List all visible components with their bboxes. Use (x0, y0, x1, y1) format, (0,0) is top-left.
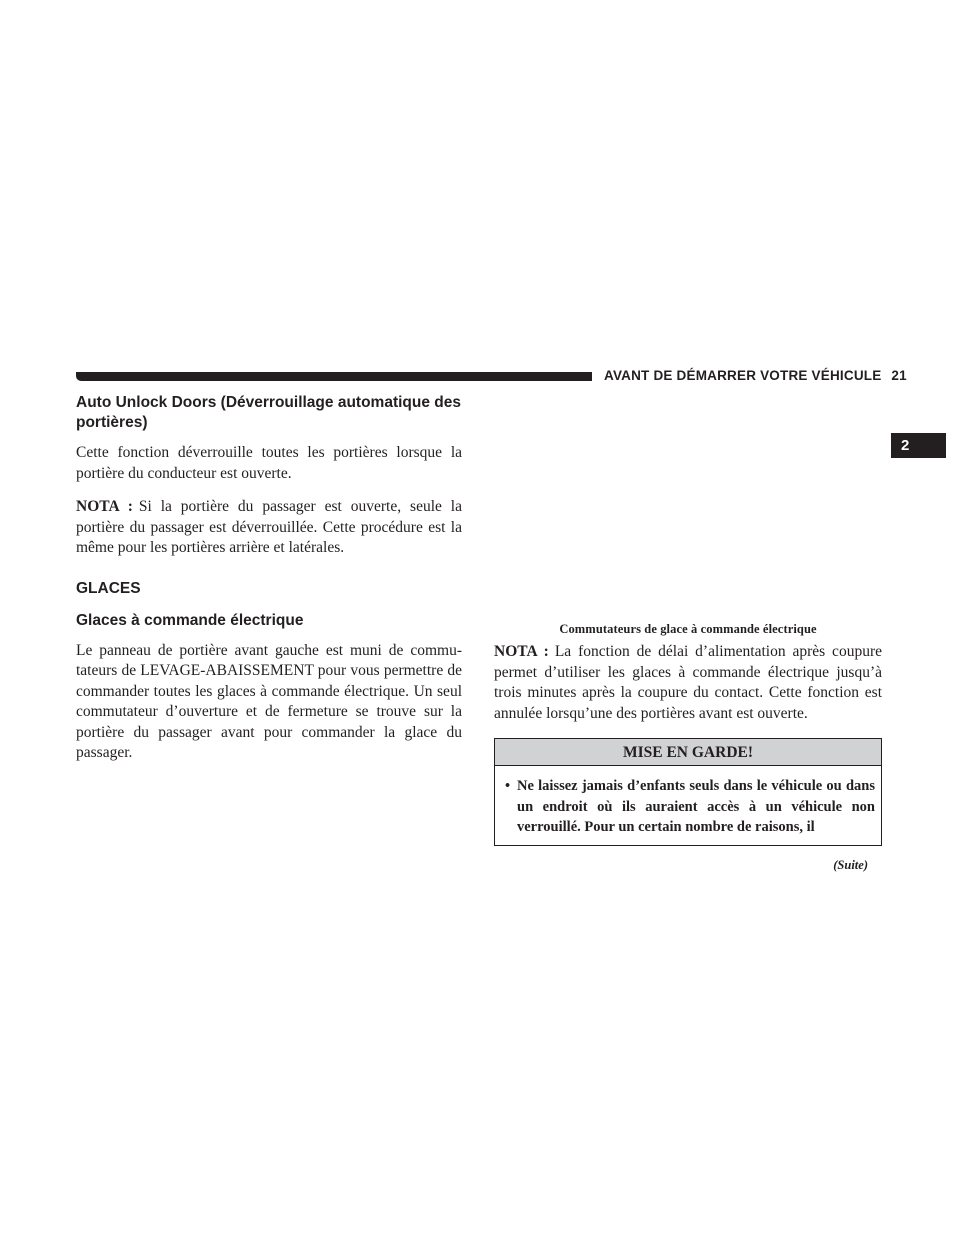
note-paragraph-2 (494, 642, 882, 724)
power-windows-text: Le panneau de portière avant gauche est muni de commu-tateurs de LEVAGE-ABAISSEMENT pour vous permettre de commander toutes les glaces à commande électrique. Un seul commutateur d’ouverture et de fermeture se trouve sur la portière du passager avant pour commander la glace du passager. (76, 641, 462, 761)
warning-title: MISE EN GARDE! (495, 739, 881, 766)
header-rule (76, 372, 592, 381)
running-header (604, 368, 907, 383)
note-text: Si la portière du passager est ouverte, seule la portière du passager est déverrouillée. Cette procédure est la même pour les portières arrière et latérales. (76, 498, 462, 556)
note-paragraph (76, 497, 462, 559)
auto-unlock-heading: Auto Unlock Doors (Déverrouillage automatique des portières) (76, 394, 461, 431)
continued-label: (Suite) (833, 857, 868, 872)
warning-box (494, 738, 882, 846)
auto-unlock-text: Cette fonction déverrouille toutes les portières lorsque la portière du conducteur est ouverte. (76, 444, 462, 482)
warning-item (505, 776, 875, 838)
bullet-icon: • (505, 778, 511, 794)
chapter-title: AVANT DE DÉMARRER VOTRE VÉHICULE (604, 368, 882, 383)
right-column (494, 622, 882, 873)
left-column (76, 393, 462, 777)
power-windows-heading: Glaces à commande électrique (76, 611, 304, 629)
note-label: NOTA : (76, 498, 133, 515)
warning-item-text: Ne laissez jamais d’enfants seuls dans le véhicule ou dans un endroit où ils auraient accès à un véhicule non verrouillé. Pour un certain nombre de raisons, il (517, 778, 875, 835)
warning-body (495, 766, 881, 845)
chapter-tab: 2 (891, 433, 946, 458)
note-label-2: NOTA : (494, 643, 549, 660)
note-text-2: La fonction de délai d’alimentation après coupure permet d’utiliser les glaces à commande électrique jusqu’à trois minutes après la coupure du contact. Cette fonction est annulée lorsqu’une des portières avant est ouverte. (494, 643, 882, 722)
page-number: 21 (891, 368, 907, 383)
figure-caption: Commutateurs de glace à commande électrique (559, 622, 817, 636)
section-heading: GLACES (76, 579, 141, 597)
